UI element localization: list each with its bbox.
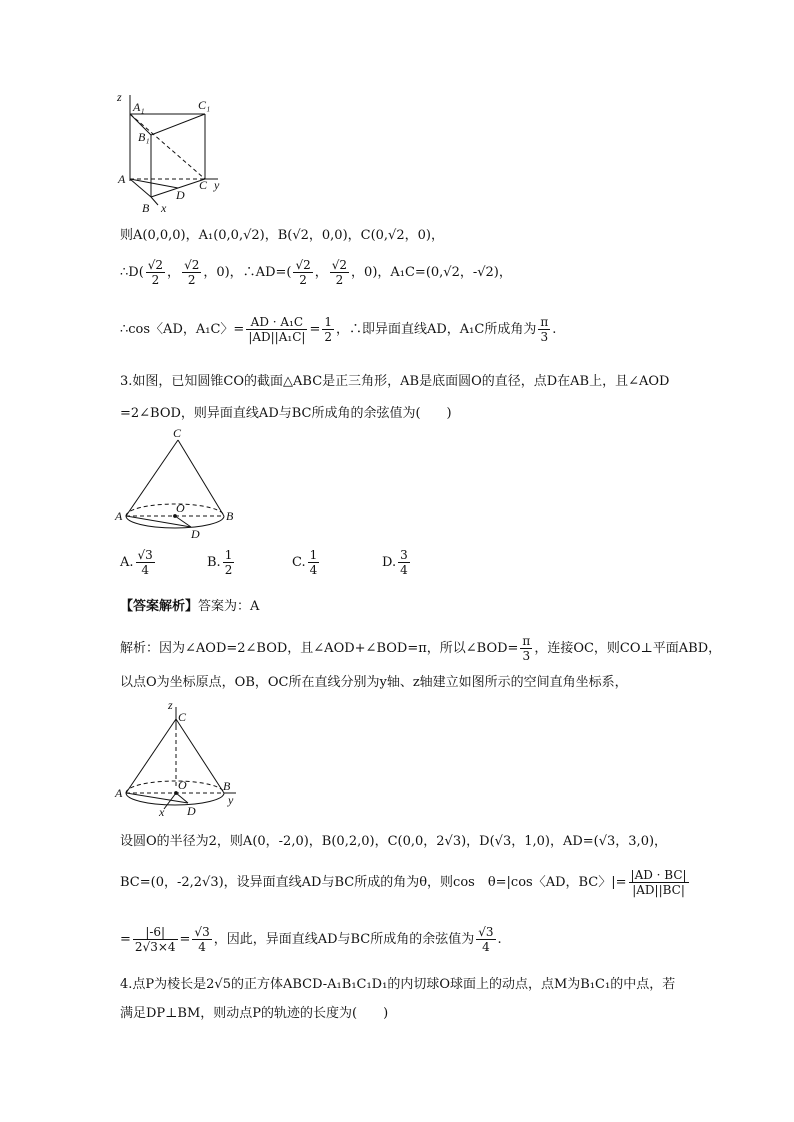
solution-line2: BC=(0，-2,2√3)，设异面直线AD与BC所成的角为θ，则cos θ=|cos〈AD，BC〉|= $\frac{|AD \cdot BC|}{|AD||BC|}$ <box>120 868 687 897</box>
label-a1: A₁ <box>133 100 145 114</box>
cone-label-a: A <box>115 509 123 523</box>
option-d[interactable]: D. $\frac{3}{4}$ <box>382 548 408 577</box>
axes-label-x: x <box>159 805 165 819</box>
answer-line: 【答案解析】答案为：A <box>120 599 260 614</box>
solution-line1: 设圆O的半径为2，则A(0，-2,0)，B(0,2,0)，C(0,0，2√3)，D(√3，1,0)，AD=(√3，3,0)， <box>120 834 668 849</box>
label-x: x <box>161 201 167 215</box>
coords-line: 则A(0,0,0)，A₁(0,0,√2)，B(√2，0,0)，C(0,√2，0)， <box>120 228 444 243</box>
label-c: C <box>199 178 208 192</box>
cone-label-o: O <box>176 501 185 515</box>
label-b1: B₁ <box>138 130 150 144</box>
axes-label-y: y <box>228 793 234 807</box>
label-b: B <box>142 201 150 215</box>
cone-axes-figure <box>112 697 242 819</box>
answer-tag: 【答案解析】 <box>120 599 199 614</box>
option-c[interactable]: C. $\frac{1}{4}$ <box>292 548 318 577</box>
cos-line: ∴cos〈AD，A₁C〉= $\frac{\text{AD · A₁C}}{\text{|AD||A₁C|}}$ = $\frac{1}{2}$ ，∴即异面直线AD，A₁C所成角为 $\frac{\pi}{3}$ . <box>120 315 557 344</box>
q3-line1: 3.如图，已知圆锥CO的截面△ABC是正三角形，AB是底面圆O的直径，点D在AB上，且∠AOD <box>120 374 670 389</box>
label-y: y <box>214 178 220 192</box>
axes-label-a: A <box>115 786 123 800</box>
axes-label-c: C <box>178 710 187 724</box>
axes-label-d: D <box>187 804 196 818</box>
analysis-line2: 以点O为坐标原点，OB，OC所在直线分别为y轴、z轴建立如图所示的空间直角坐标系， <box>120 675 628 690</box>
cube-figure <box>110 85 220 215</box>
analysis-line1: 解析：因为∠AOD=2∠BOD，且∠AOD+∠BOD=π，所以∠BOD= $\frac{\pi}{3}$ ，连接OC，则CO⊥平面ABD， <box>120 634 722 663</box>
axes-label-o: O <box>178 778 187 792</box>
label-z: z <box>117 90 122 104</box>
d-vector-line: ∴D( $\frac{√2}{2}$ ， $\frac{√2}{2}$ ，0)，∴AD=( $\frac{√2}{2}$ ， $\frac{√2}{2}$ ，0)，A₁C=(0,√2，-√2)， <box>120 258 512 287</box>
label-c1: C₁ <box>198 98 211 112</box>
cone-label-c: C <box>173 428 182 440</box>
label-a: A <box>118 172 126 186</box>
q3-line2: =2∠BOD，则异面直线AD与BC所成角的余弦值为( ) <box>120 406 452 421</box>
q4-line2: 满足DP⊥BM，则动点P的轨迹的长度为( ) <box>120 1006 389 1021</box>
cone-figure <box>112 428 242 540</box>
label-d: D <box>176 188 185 202</box>
option-a[interactable]: A. $\frac{√3}{4}$ <box>120 548 153 577</box>
axes-label-b: B <box>223 779 231 793</box>
q4-line1: 4.点P为棱长是2√5的正方体ABCD-A₁B₁C₁D₁的内切球O球面上的动点，点M为B₁C₁的中点，若 <box>120 977 676 992</box>
option-b[interactable]: B. $\frac{1}{2}$ <box>207 548 233 577</box>
axes-label-z: z <box>168 698 173 712</box>
cone-label-b: B <box>226 509 234 523</box>
cone-label-d: D <box>191 527 200 540</box>
solution-line3: = $\frac{|-6|}{2√3\times 4}$ = $\frac{√3}{4}$ ，因此，异面直线AD与BC所成角的余弦值为 $\frac{√3}{4}$ . <box>120 925 502 954</box>
